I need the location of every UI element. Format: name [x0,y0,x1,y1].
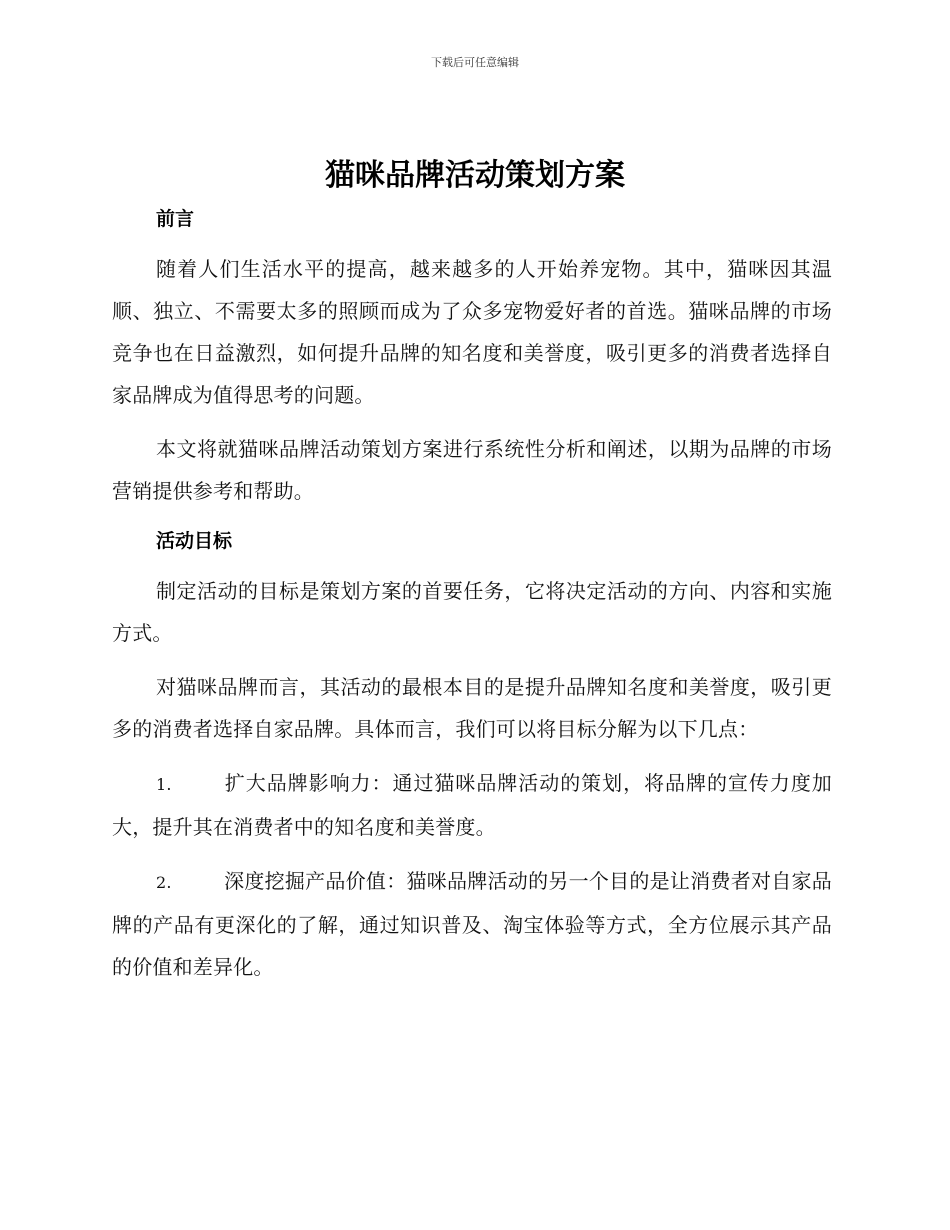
list-item-text: 扩大品牌影响力：通过猫咪品牌活动的策划，将品牌的宣传力度加大，提升其在消费者中的知名度和美誉度。 [112,771,832,839]
list-item-number: 2. [156,873,172,892]
list-item [112,860,832,988]
paragraph: 随着人们生活水平的提高，越来越多的人开始养宠物。其中，猫咪因其温顺、独立、不需要太多的照顾而成为了众多宠物爱好者的首选。猫咪品牌的市场竞争也在日益激烈，如何提升品牌的知名度和美誉度，吸引更多的消费者选择自家品牌成为值得思考的问题。 [112,257,832,407]
list-item-text: 深度挖掘产品价值：猫咪品牌活动的另一个目的是让消费者对自家品牌的产品有更深化的了解，通过知识普及、淘宝体验等方式，全方位展示其产品的价值和差异化。 [112,869,832,979]
header-note: 下载后可任意编辑 [431,56,519,69]
paragraph: 制定活动的目标是策划方案的首要任务，它将决定活动的方向、内容和实施方式。 [112,579,832,645]
list-item-number: 1. [156,775,172,794]
document-body [112,202,832,988]
document-title: 猫咪品牌活动策划方案 [325,158,625,193]
paragraph: 对猫咪品牌而言，其活动的最根本目的是提升品牌知名度和美誉度，吸引更多的消费者选择自家品牌。具体而言，我们可以将目标分解为以下几点： [112,675,832,741]
paragraph: 本文将就猫咪品牌活动策划方案进行系统性分析和阐述，以期为品牌的市场营销提供参考和帮助。 [112,437,832,503]
list-item [112,762,832,848]
section-heading-goals: 活动目标 [156,530,233,552]
section-heading-preface: 前言 [156,208,195,230]
